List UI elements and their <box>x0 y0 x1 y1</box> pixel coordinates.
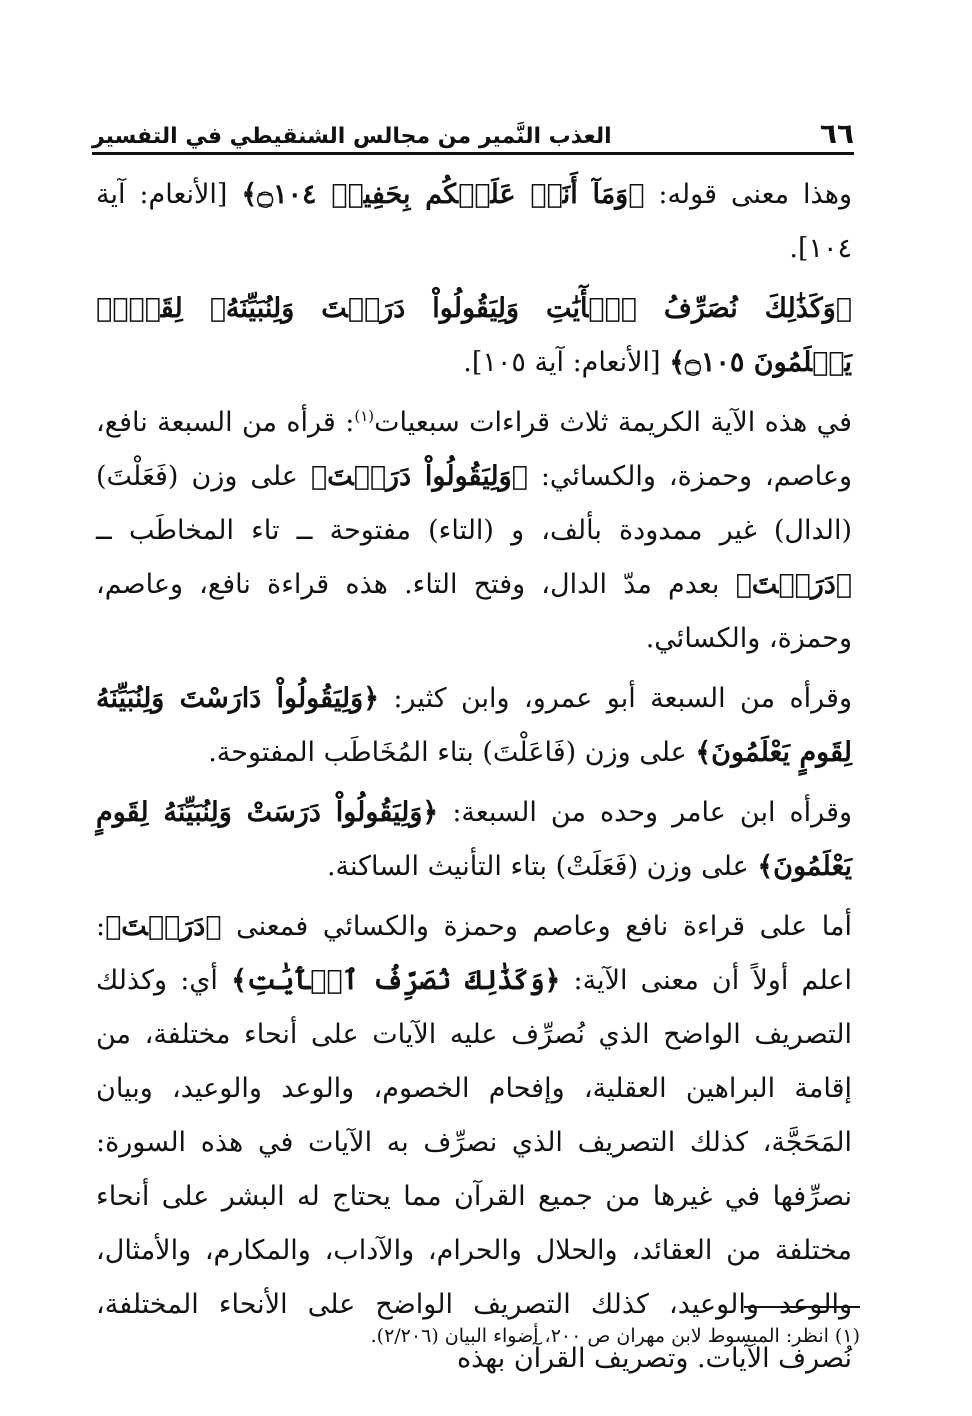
footnote-marker[interactable]: (١) <box>354 407 375 425</box>
quran-verse: ﴿دَرَسۡتَ﴾ <box>735 569 852 600</box>
header-rule <box>92 152 854 155</box>
quran-verse: ﴿وَكَذَٰلِكَ نُصَرِّفُ ٱلۡأٓيَٰتِ وَلِيَقُولُواْ دَرَسۡتَ وَلِنُبَيِّنَهُۥ لِقَوۡمٖ يَعۡلَمُونَ ۝١٠٥﴾ <box>96 293 852 378</box>
quran-verse: ﴿وَمَآ أَنَا۠ عَلَيۡكُم بِحَفِيظٖ ۝١٠٤﴾ <box>241 179 645 210</box>
p5-text-a: وقرأه ابن عامر وحده من السبعة: <box>438 797 853 828</box>
footnote: (١) انظر: المبسوط لابن مهران ص ٢٠٠، أضواء البيان (٢/٢٠٦). <box>370 1325 860 1347</box>
p3-text-d: بعدم مدّ الدال، وفتح التاء. هذه قراءة نافع، وعاصم، وحمزة، والكسائي. <box>96 569 852 654</box>
p4-text-b: على وزن (فَاعَلْتَ) بتاء المُخَاطَب المفتوحة. <box>208 737 696 768</box>
p3-text-a: في هذه الآية الكريمة ثلاث قراءات سبعيات <box>374 407 852 438</box>
body-text <box>96 168 852 1392</box>
footnote-rule <box>744 1306 860 1308</box>
quran-verse: ﴿دَرَسۡتَ﴾ <box>105 911 222 942</box>
quran-verse: ﴿وَلِيَقُولُواْ دَرَسۡتَ﴾ <box>310 461 528 492</box>
verse-reference: [الأنعام: آية ١٠٥]. <box>463 347 670 378</box>
p5-text-b: على وزن (فَعَلَتْ) بتاء التأنيث الساكنة. <box>326 851 758 882</box>
p1-intro: وهذا معنى قوله: <box>644 179 852 210</box>
paragraph-1 <box>96 168 852 276</box>
verse-reference: [الأنعام: آية ١٠٤]. <box>96 179 852 264</box>
quran-verse: ﴿وَلِيَقُولُواْ دَرَسَتْ وَلِنُبَيِّنَهُ لِقَومٍ يَعْلَمُونَ﴾ <box>96 797 852 882</box>
page-header <box>92 102 854 148</box>
p6-text-a: أما على قراءة نافع وعاصم وحمزة والكسائي فمعنى <box>221 911 852 942</box>
paragraph-2 <box>96 282 852 390</box>
p4-text-a: وقرأه من السبعة أبو عمرو، وابن كثير: <box>379 683 852 714</box>
page-number: ٦٦ <box>819 117 854 150</box>
p6-text-c: أي: وكذلك التصريف الواضح الذي نُصرِّف عليه الآيات على أنحاء مختلفة، من إقامة البراهين العقلية، وإفحام الخصوم، والوعد والوعيد، وبيان المَحَجَّة، كذلك التصريف الذي نصرِّف به الآيات في هذه السورة: نصرِّفها في غيرها من جميع القرآن مما يحتاج له البشر على أنحاء مختلفة من العقائد، والحلال والحرام، والآداب، والمكارم، والأمثال، والوعد والوعيد، كذلك التصريف الواضح على الأنحاء المختلفة، نُصرف الآيات. وتصريف القرآن بهذه <box>96 965 852 1374</box>
quran-verse: ﴿وَلِيَقُولُواْ دَارَسْتَ وَلِنُبَيِّنَهُ لِقَومٍ يَعْلَمُونَ﴾ <box>96 683 852 768</box>
p6-text-b: : اعلم أولاً أن معنى الآية: <box>96 911 852 996</box>
paragraph-5 <box>96 786 852 894</box>
p3-text-b: : قرأه من السبعة نافع، وعاصم، وحمزة، والكسائي: <box>96 407 853 492</box>
quran-verse: ﴿وَكَذَٰلِكَ نُصَرِّفُ ٱلۡأٓيَٰتِ﴾ <box>231 965 561 996</box>
p3-text-c: على وزن (فَعَلْتَ) (الدال) غير ممدودة بألف، و (التاء) مفتوحة ــ تاء المخاطَب ــ <box>96 461 852 546</box>
paragraph-6 <box>96 900 852 1386</box>
paragraph-4 <box>96 672 852 780</box>
running-title: العذب النَّمير من مجالس الشنقيطي في التفسير <box>92 124 612 149</box>
paragraph-3 <box>96 396 852 666</box>
